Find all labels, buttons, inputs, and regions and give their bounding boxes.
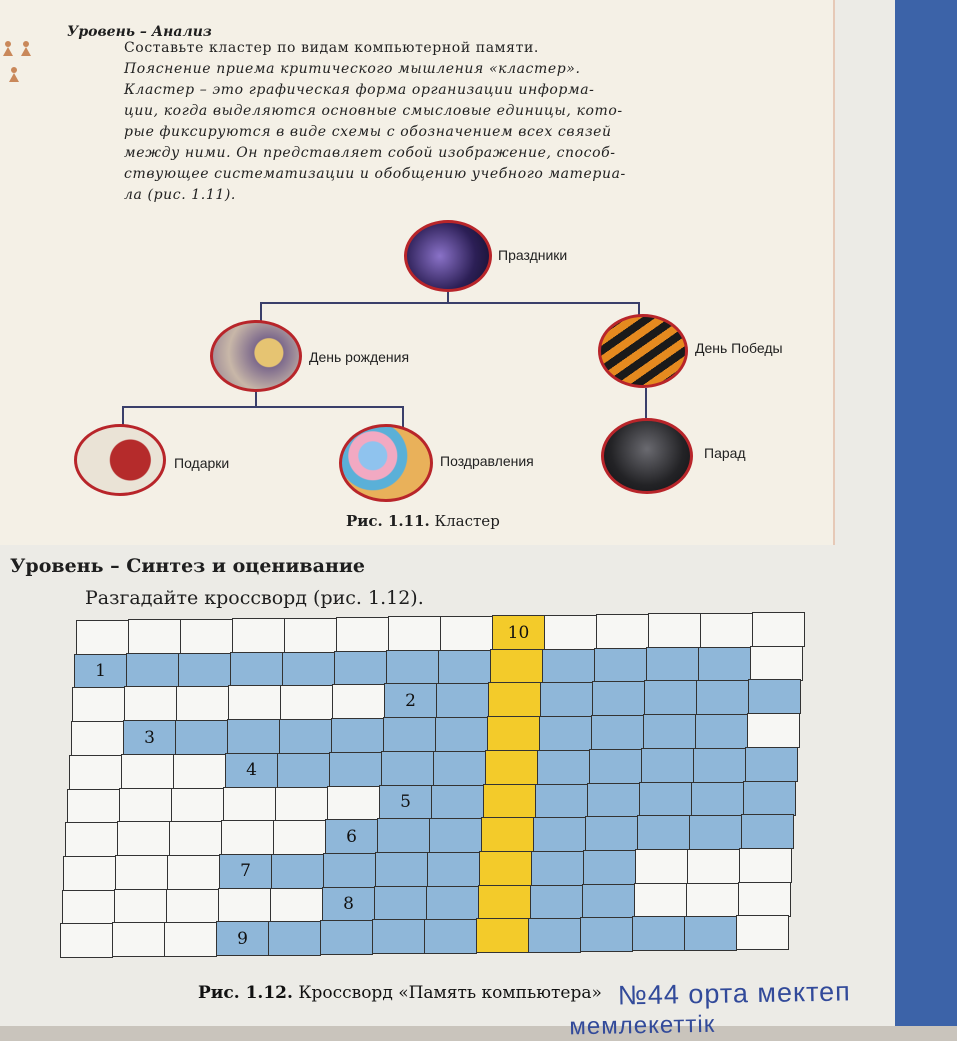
task-line: ции, когда выделяются основные смысловые единицы, кото-: [124, 103, 623, 119]
crossword-cell: [644, 680, 697, 715]
crossword-cell: [684, 916, 737, 951]
crossword-cell: [270, 888, 323, 923]
crossword-cell: [592, 681, 645, 716]
crossword-cell: [372, 919, 425, 954]
crossword-number: 6: [325, 819, 378, 854]
crossword-cell: [544, 615, 597, 650]
crossword-cell: [62, 890, 115, 925]
crossword-cell: [748, 679, 801, 714]
crossword-cell: [589, 749, 642, 784]
task-line: Пояснение приема критического мышления «кластер».: [124, 61, 581, 77]
crossword-cell: [429, 818, 482, 853]
crossword-cell: [67, 789, 120, 824]
crossword-cell: [126, 653, 179, 688]
crossword-cell: [478, 885, 531, 920]
crossword-cell: [745, 747, 798, 782]
crossword-cell: [490, 649, 543, 684]
crossword-cell: [332, 684, 385, 719]
holidays-image: [404, 220, 492, 292]
crossword-cell: [65, 822, 118, 857]
crossword-cell: [476, 918, 529, 953]
crossword-cell: [693, 748, 746, 783]
crossword-cell: [743, 781, 796, 816]
crossword-cell: [112, 922, 165, 957]
crossword-cell: [750, 646, 803, 681]
gifts-image: [74, 424, 166, 496]
figure-caption-1-12: [198, 983, 602, 1003]
crossword-number: 7: [219, 854, 272, 889]
crossword-cell: [279, 719, 332, 754]
crossword-cell: [689, 815, 742, 850]
crossword-cell: [539, 716, 592, 751]
crossword-cell: [166, 889, 219, 924]
crossword-cell: [76, 620, 129, 655]
birthday-image: [210, 320, 302, 392]
crossword-cell: [386, 650, 439, 685]
crossword-cell: [531, 851, 584, 886]
crossword-cell: [424, 919, 477, 954]
crossword-cell: [533, 817, 586, 852]
crossword-cell: [374, 886, 427, 921]
crossword-cell: [481, 817, 534, 852]
crossword-cell: [698, 647, 751, 682]
connector: [122, 406, 404, 408]
crossword-cell: [696, 680, 749, 715]
victory-day-image: [598, 314, 688, 388]
task-line: между ними. Он представляет собой изображение, способ-: [124, 145, 616, 161]
caption-text: Кроссворд «Память компьютера»: [298, 983, 602, 1003]
crossword-cell: [375, 852, 428, 887]
person-icon: [2, 40, 14, 56]
crossword-cell: [383, 717, 436, 752]
crossword-cell: [691, 782, 744, 817]
crossword-cell: [63, 856, 116, 891]
crossword-cell: [232, 618, 285, 653]
task-line: Кластер – это графическая форма организации информа-: [124, 82, 595, 98]
crossword-number: 1: [74, 654, 127, 689]
level-title-synthesis: Уровень – Синтез и оценивание: [10, 555, 366, 577]
crossword-cell: [479, 851, 532, 886]
crossword-cell: [388, 616, 441, 651]
crossword-cell: [327, 786, 380, 821]
greetings-image: [339, 424, 433, 502]
crossword-cell: [583, 850, 636, 885]
crossword-cell: [594, 648, 647, 683]
crossword-cell: [700, 613, 753, 648]
crossword-cell: [587, 783, 640, 818]
stamp-line: мемлекеттік: [569, 1010, 716, 1041]
crossword-cell: [542, 649, 595, 684]
crossword-cell: [284, 618, 337, 653]
connector: [260, 302, 640, 304]
crossword-cell: [687, 849, 740, 884]
crossword-task: Разгадайте кроссворд (рис. 1.12).: [85, 587, 424, 609]
crossword-cell: [741, 814, 794, 849]
level-title-analysis: Уровень – Анализ: [67, 24, 212, 40]
crossword-cell: [164, 922, 217, 957]
node-label-birthday: День рождения: [309, 349, 410, 365]
crossword-cell: [641, 748, 694, 783]
task-line: Составьте кластер по видам компьютерной памяти.: [124, 40, 539, 56]
crossword-number: 9: [216, 921, 269, 956]
crossword-cell: [176, 686, 229, 721]
crossword-cell: [530, 885, 583, 920]
task-line: рые фиксируются в виде схемы с обозначением всех связей: [124, 124, 612, 140]
crossword-cell: [275, 787, 328, 822]
crossword-cell: [580, 917, 633, 952]
crossword-cell: [121, 754, 174, 789]
task-line: ла (рис. 1.11).: [124, 187, 236, 203]
task-line: ствующее систематизации и обобщению учебного материа-: [124, 166, 626, 182]
caption-number: Рис. 1.12.: [198, 983, 293, 1003]
crossword-cell: [175, 720, 228, 755]
crossword-cell: [128, 619, 181, 654]
crossword-cell: [487, 716, 540, 751]
crossword-cell: [336, 617, 389, 652]
crossword-cell: [228, 685, 281, 720]
crossword-cell: [528, 918, 581, 953]
crossword-cell: [433, 751, 486, 786]
crossword-cell: [334, 651, 387, 686]
crossword-cell: [227, 719, 280, 754]
crossword-cell: [747, 713, 800, 748]
crossword-cell: [438, 650, 491, 685]
connector: [645, 388, 647, 418]
crossword-cell: [178, 653, 231, 688]
crossword-cell: [273, 820, 326, 855]
person-icon: [20, 40, 32, 56]
crossword-cell: [646, 647, 699, 682]
crossword-cell: [71, 721, 124, 756]
crossword-cell: [169, 821, 222, 856]
crossword-cell: [596, 614, 649, 649]
crossword-number: 2: [384, 683, 437, 718]
crossword-cell: [639, 782, 692, 817]
crossword-cell: [218, 888, 271, 923]
crossword-cell: [329, 752, 382, 787]
person-icon: [8, 66, 20, 82]
crossword-cell: [331, 718, 384, 753]
parade-image: [601, 418, 693, 494]
crossword-cell: [381, 751, 434, 786]
book-cover-edge: [895, 0, 957, 1026]
crossword-cell: [537, 750, 590, 785]
caption-text: Кластер: [434, 512, 500, 530]
crossword-cell: [115, 855, 168, 890]
stamp-line: №44 орта мектеп: [617, 976, 852, 1011]
crossword-cell: [277, 753, 330, 788]
crossword-cell: [483, 784, 536, 819]
crossword-number: 5: [379, 785, 432, 820]
figure-caption-1-11: [346, 512, 500, 530]
node-label-greetings: Поздравления: [440, 453, 534, 469]
crossword-cell: [72, 687, 125, 722]
crossword-cell: [124, 686, 177, 721]
crossword-cell: [114, 889, 167, 924]
crossword-cell: [180, 619, 233, 654]
crossword-cell: [221, 820, 274, 855]
crossword-cell: [485, 750, 538, 785]
crossword-cell: [426, 886, 479, 921]
crossword-cell: [431, 785, 484, 820]
crossword-cell: [648, 613, 701, 648]
crossword-cell: [635, 849, 688, 884]
node-label-victory: День Победы: [695, 340, 783, 356]
crossword-cell: [119, 788, 172, 823]
crossword-cell: [585, 816, 638, 851]
crossword-cell: [736, 915, 789, 950]
crossword-cell: [117, 821, 170, 856]
crossword-number: 10: [492, 615, 545, 650]
caption-number: Рис. 1.11.: [346, 512, 430, 530]
crossword-cell: [695, 714, 748, 749]
crossword-cell: [540, 682, 593, 717]
crossword-cell: [320, 920, 373, 955]
crossword-cell: [60, 923, 113, 958]
crossword-cell: [171, 788, 224, 823]
crossword-number: 3: [123, 720, 176, 755]
crossword-cell: [268, 921, 321, 956]
crossword-cell: [377, 818, 430, 853]
crossword-cell: [69, 755, 122, 790]
task-text: [124, 38, 824, 206]
crossword-cell: [488, 682, 541, 717]
crossword-cell: [271, 854, 324, 889]
crossword-cell: [637, 815, 690, 850]
crossword-cell: [739, 848, 792, 883]
crossword-number: 4: [225, 753, 278, 788]
crossword-cell: [223, 787, 276, 822]
crossword-cell: [591, 715, 644, 750]
crossword-cell: [634, 883, 687, 918]
analysis-section: [0, 0, 835, 545]
crossword-cell: [632, 916, 685, 951]
crossword-cell: [435, 717, 488, 752]
crossword-cell: [582, 884, 635, 919]
crossword-cell: [167, 855, 220, 890]
crossword-cell: [752, 612, 805, 647]
node-label-gifts: Подарки: [174, 455, 230, 471]
crossword-cell: [643, 714, 696, 749]
crossword-cell: [686, 883, 739, 918]
crossword-cell: [323, 853, 376, 888]
crossword-cell: [282, 652, 335, 687]
crossword-cell: [173, 754, 226, 789]
crossword-cell: [427, 852, 480, 887]
crossword-cell: [230, 652, 283, 687]
crossword-cell: [436, 683, 489, 718]
crossword-cell: [440, 616, 493, 651]
crossword-cell: [280, 685, 333, 720]
node-label-parade: Парад: [704, 445, 746, 461]
crossword-number: 8: [322, 887, 375, 922]
connector: [402, 406, 404, 428]
crossword-cell: [535, 784, 588, 819]
crossword-cell: [738, 882, 791, 917]
node-label-holidays: Праздники: [498, 247, 568, 263]
school-stamp: [563, 973, 957, 1041]
